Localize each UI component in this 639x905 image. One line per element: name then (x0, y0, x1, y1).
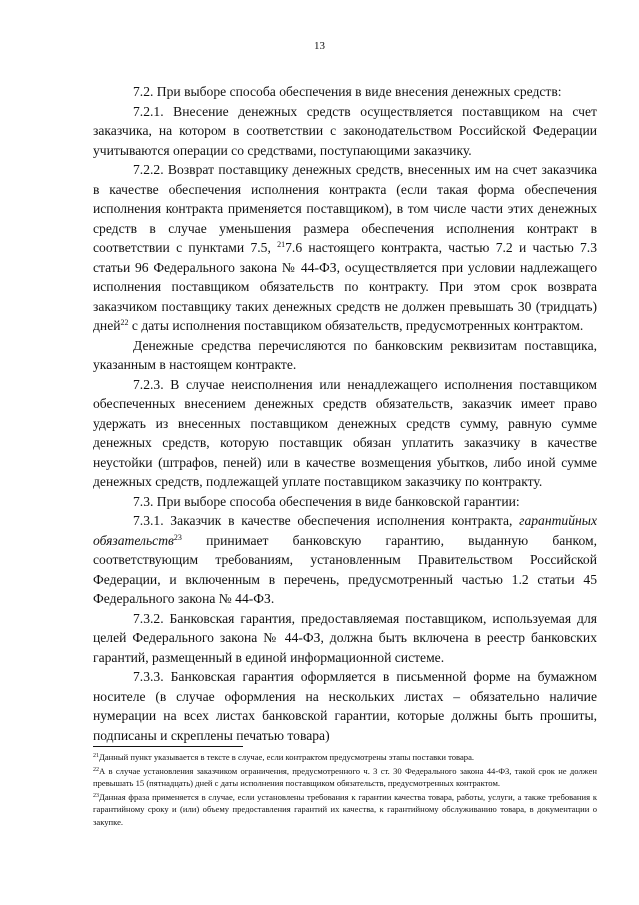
italic-phrase: гарантийных обязательств (93, 513, 597, 548)
paragraph-7-2-1: 7.2.1. Внесение денежных средств осуществляется поставщиком на счет заказчика, на котором в соответствии с законодательством Российской Федерации учитываются операции со средствами, поступающими заказчику. (93, 103, 597, 158)
footnote-ref-22: 22 (120, 318, 129, 327)
paragraph-7-3-2: 7.3.2. Банковская гарантия, предоставляемая поставщиком, используемая для целей Федерального закона № 44-ФЗ, должна быть включена в реестр банковских гарантий, размещенный в единой информационной системе. (93, 610, 597, 665)
paragraph-7-3: 7.3. При выборе способа обеспечения в виде банковской гарантии: (133, 493, 520, 509)
paragraph-7-2-2: 7.2.2. Возврат поставщику денежных средств, внесенных им на счет заказчика в качестве обеспечения исполнения контракта (если такая форма обеспечения исполнения контракта применяется поставщиком), в том числе части этих денежных средств в случае уменьшения размера обеспечения исполнения контракт в соответствии с пунктами 7.5, $^{21}$7.6 настоящего контракта, частью 7.2 и частью 7.3 статьи 96 Федерального закона № 44-ФЗ, осуществляется при условии надлежащего исполнения поставщиком обязательств по контракту. При этом срок возврата заказчиком поставщику таких денежных средств не должен превышать 30 (тридцать) дней$^{22}$ с даты исполнения поставщиком обязательств, предусмотренных контрактом. (93, 162, 597, 333)
paragraph-7-3-1: 7.3.1. Заказчик в качестве обеспечения исполнения контракта, гарантийных обязательств$^{23}$ принимает банковскую гарантию, выданную банком, соответствующим требованиям, установленным Правительством Российской Федерации, и включенным в перечень, предусмотренный частью 1.2 статьи 45 Федерального закона № 44-ФЗ. (93, 513, 597, 606)
footnotes (93, 751, 597, 830)
footnote-21: $^{21}$Данный пункт указывается в тексте в случае, если контрактом предусмотрены этапы поставки товара. (93, 752, 475, 762)
page-number: 13 (314, 40, 325, 52)
footnote-ref-23: 23 (173, 532, 182, 542)
paragraph-7-3-3: 7.3.3. Банковская гарантия оформляется в письменной форме на бумажном носителе (в случае оформления на нескольких листах – обязательно наличие нумерации на всех листах банковской гарантии, которые должны быть прошиты, подписаны и скреплены печатью товара) (93, 669, 597, 743)
footnote-separator (93, 746, 243, 747)
paragraph-bank-details: Денежные средства перечисляются по банковским реквизитам поставщика, указанным в настоящем контракте. (93, 337, 597, 372)
paragraph-7-2-3: 7.2.3. В случае неисполнения или ненадлежащего исполнения поставщиком обеспеченных внесением денежных средств обязательств, заказчик имеет право удержать из внесенных поставщиком денежных средств сумму, равную сумме денежных средств, которую поставщик обязан уплатить заказчику в качестве неустойки (штрафов, пеней) или в качестве возмещения убытков, либо иной сумме денежных средств, подлежащей уплате поставщиком заказчику по контракту. (93, 376, 597, 489)
footnote-22: $^{22}$А в случае установления заказчиком ограничения, предусмотренного ч. 3 ст. 30 Федерального закона 44-ФЗ, такой срок не должен превышать 15 (пятнадцать) дней с даты исполнения поставщиком обязательств, предусмотренных контрактом. (93, 765, 597, 789)
body-text (93, 82, 597, 745)
footnote-ref-21: 21 (277, 240, 286, 249)
footnote-23: $^{23}$Данная фраза применяется в случае, если установлены требования к гарантии качества товара, работы, услуги, а также требования к гарантийному сроку и (или) объему предоставления гарантий их качества, к гарантийному обслуживанию товара, в документации о закупке. (93, 791, 597, 827)
paragraph-7-2: 7.2. При выборе способа обеспечения в виде внесения денежных средств: (133, 84, 562, 99)
